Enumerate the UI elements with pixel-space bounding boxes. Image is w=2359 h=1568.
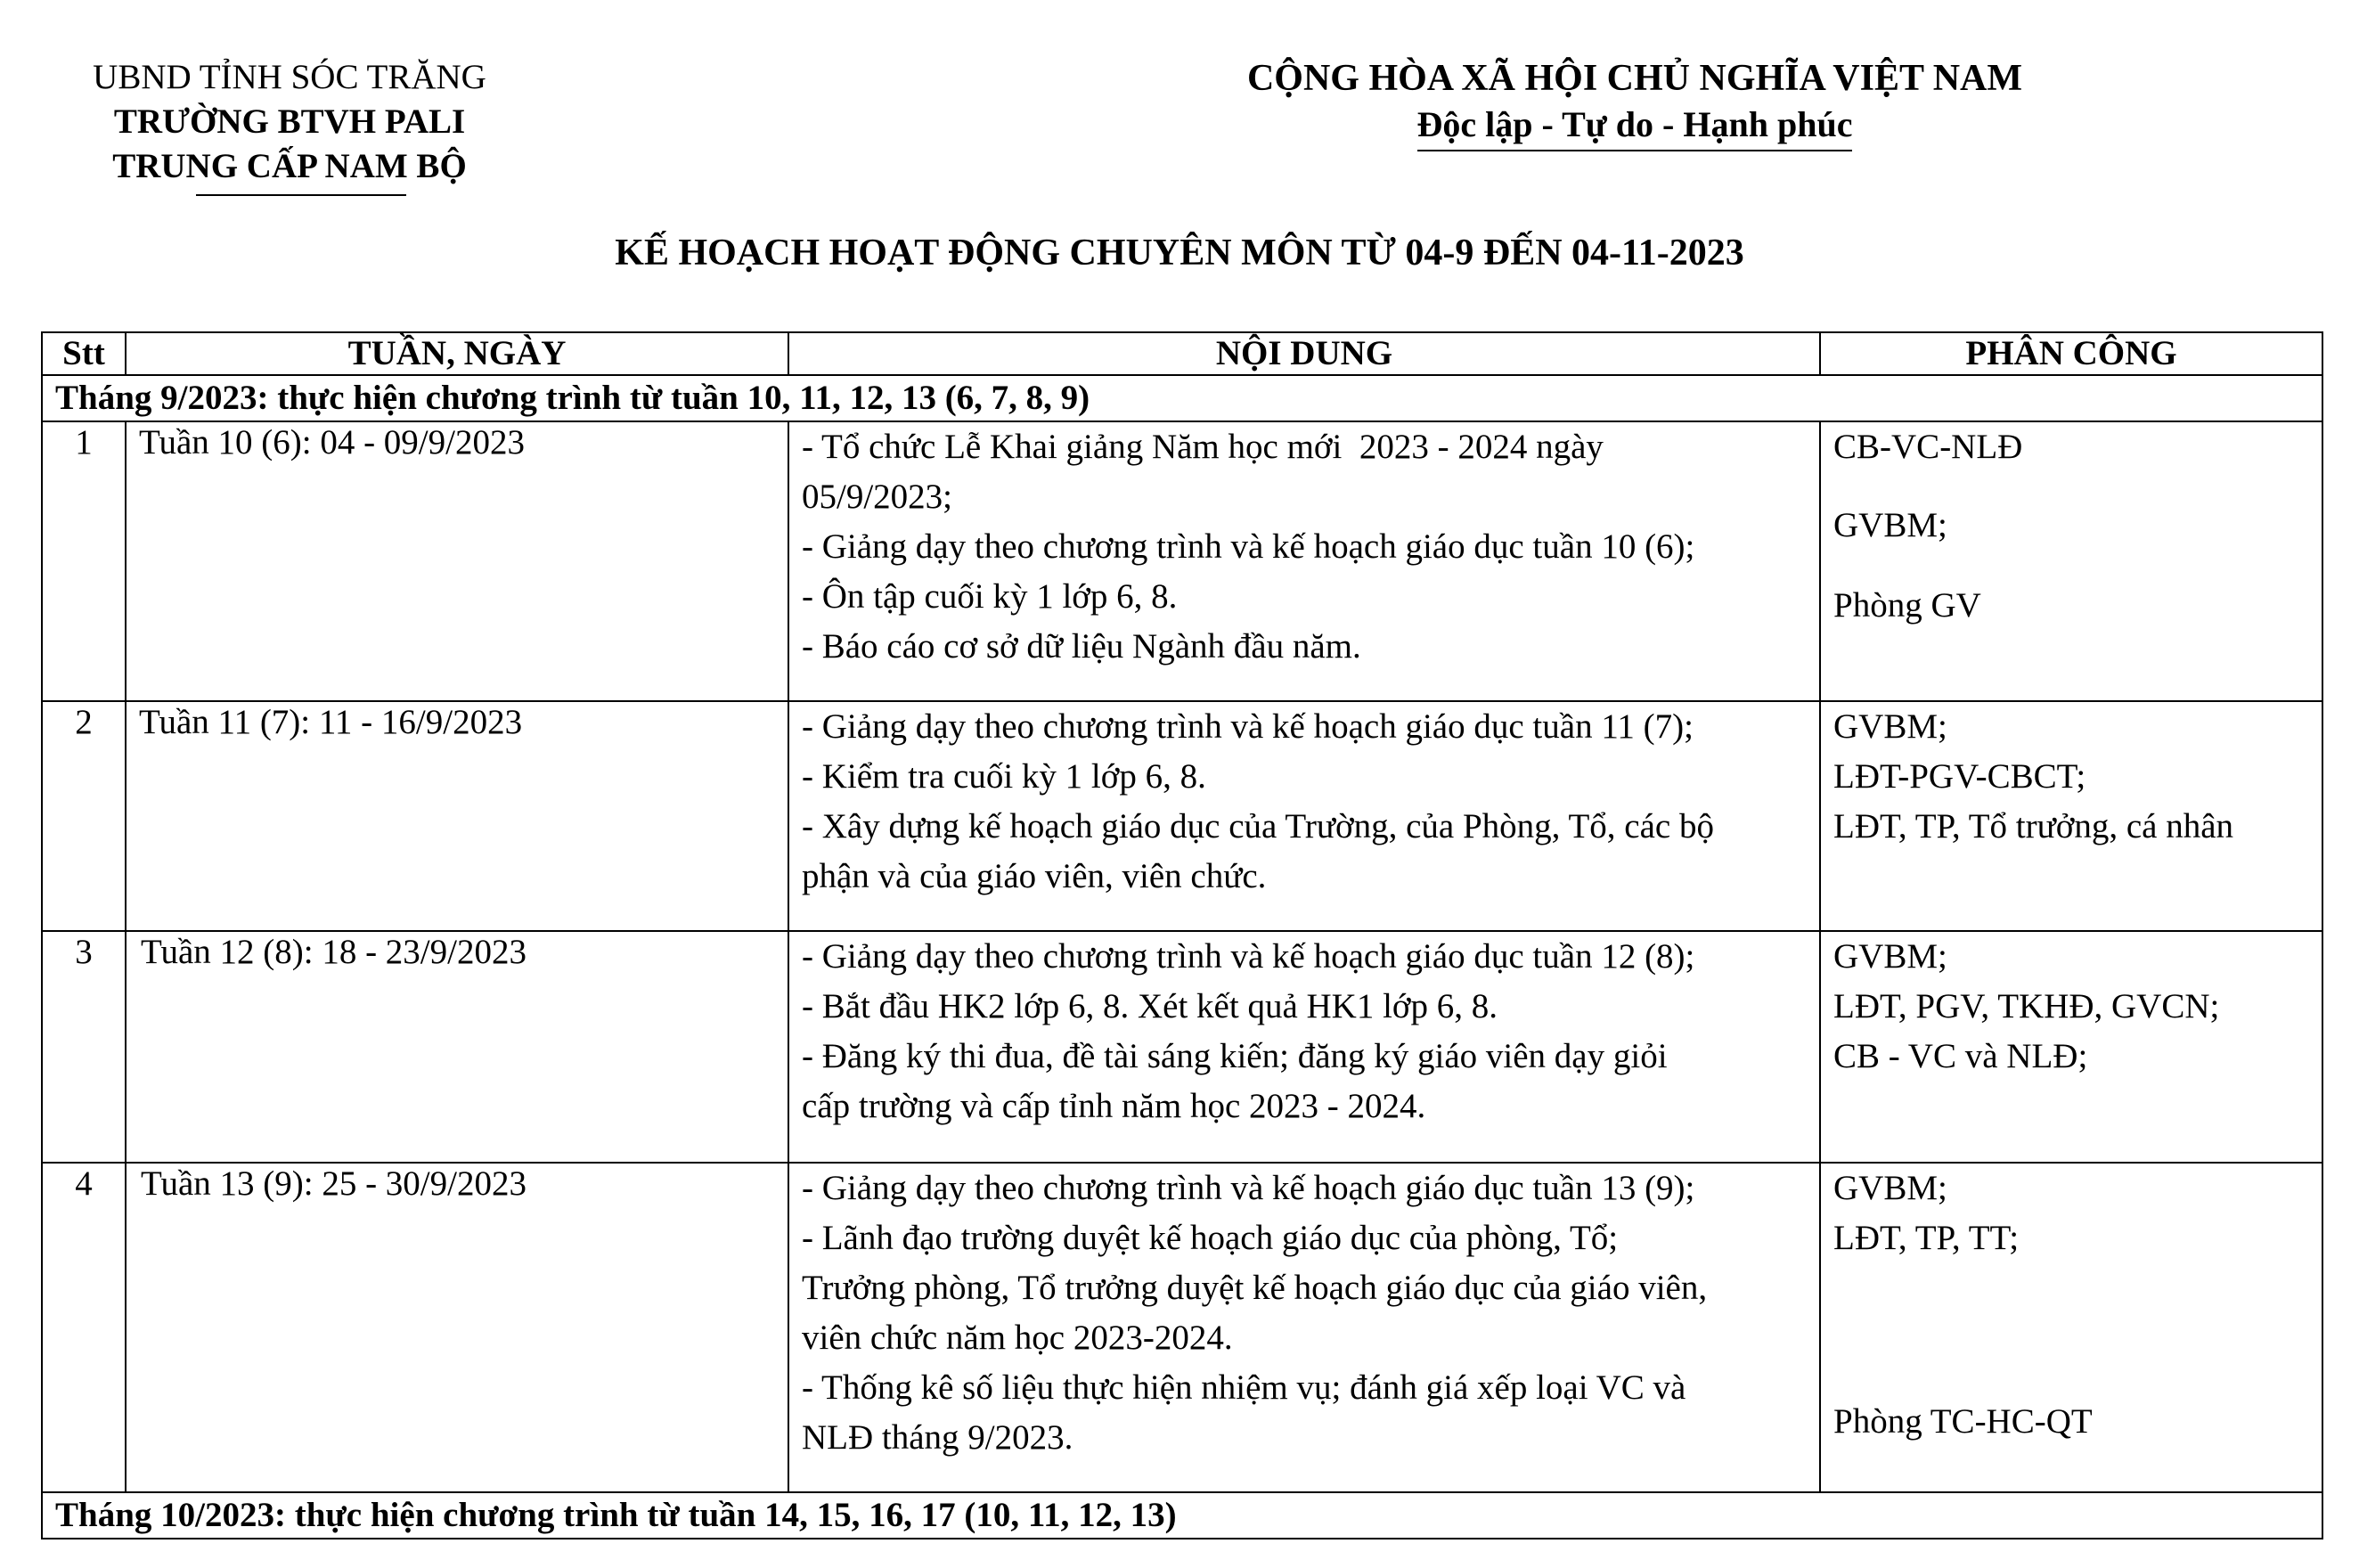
content-line: - Tổ chức Lễ Khai giảng Năm học mới 2023 - 2024 ngày <box>802 428 1604 466</box>
table-row <box>42 701 2322 931</box>
content-line: phận và của giáo viên, viên chức. <box>802 857 1267 895</box>
row-content <box>788 701 1820 931</box>
national-motto: Độc lập - Tự do - Hạnh phúc <box>1417 102 1853 151</box>
assign-line: LĐT, PGV, TKHĐ, GVCN; <box>1833 987 2220 1025</box>
assign-line: LĐT-PGV-CBCT; <box>1833 757 2086 796</box>
assign-line: CB - VC và NLĐ; <box>1833 1037 2088 1075</box>
assign-line: GVBM; <box>1833 1169 1947 1207</box>
row-content <box>788 1163 1820 1492</box>
content-line: - Thống kê số liệu thực hiện nhiệm vụ; đánh giá xếp loại VC và <box>802 1368 1686 1407</box>
table-header-row <box>42 332 2322 375</box>
row-assign <box>1820 1163 2322 1492</box>
content-line: cấp trường và cấp tỉnh năm học 2023 - 2024. <box>802 1087 1426 1125</box>
row-content <box>788 931 1820 1163</box>
col-header-assign: PHÂN CÔNG <box>1820 332 2322 375</box>
row-week: Tuần 10 (6): 04 - 09/9/2023 <box>126 421 788 701</box>
content-line: NLĐ tháng 9/2023. <box>802 1418 1073 1457</box>
plan-table <box>41 331 2323 1539</box>
agency-school-line1: TRƯỜNG BTVH PALI <box>113 102 466 141</box>
row-stt: 3 <box>42 931 126 1163</box>
assign-line: GVBM; <box>1833 506 1947 544</box>
assign-line: Phòng GV <box>1833 586 1981 625</box>
month-label: Tháng 9/2023: thực hiện chương trình từ tuần 10, 11, 12, 13 (6, 7, 8, 9) <box>42 375 2322 421</box>
table-row <box>42 1163 2322 1492</box>
col-header-stt: Stt <box>42 332 126 375</box>
assign-line: LĐT, TP, TT; <box>1833 1219 2020 1257</box>
row-week: Tuần 12 (8): 18 - 23/9/2023 <box>126 931 788 1163</box>
content-line: - Ôn tập cuối kỳ 1 lớp 6, 8. <box>802 577 1178 616</box>
row-stt: 2 <box>42 701 126 931</box>
content-line: - Giảng dạy theo chương trình và kế hoạch giáo dục tuần 11 (7); <box>802 707 1694 746</box>
row-assign <box>1820 421 2322 701</box>
agency-school-line2: TRUNG CẤP NAM BỘ <box>112 147 467 185</box>
col-header-content: NỘI DUNG <box>788 332 1820 375</box>
document-title: KẾ HOẠCH HOẠT ĐỘNG CHUYÊN MÔN TỪ 04-9 ĐẾN 04-11-2023 <box>615 233 1744 274</box>
assign-line: GVBM; <box>1833 937 1947 976</box>
assign-line: LĐT, TP, Tổ trưởng, cá nhân <box>1833 807 2234 845</box>
assign-line: Phòng TC-HC-QT <box>1833 1402 2093 1441</box>
content-line: - Kiểm tra cuối kỳ 1 lớp 6, 8. <box>802 757 1206 796</box>
content-line: - Xây dựng kế hoạch giáo dục của Trường, của Phòng, Tổ, các bộ <box>802 807 1714 845</box>
table-row <box>42 421 2322 701</box>
col-header-week: TUẦN, NGÀY <box>126 332 788 375</box>
month-row-september <box>42 375 2322 421</box>
content-line: 05/9/2023; <box>802 478 953 516</box>
row-week: Tuần 13 (9): 25 - 30/9/2023 <box>126 1163 788 1492</box>
content-line: - Lãnh đạo trường duyệt kế hoạch giáo dục của phòng, Tổ; <box>802 1219 1619 1257</box>
content-line: viên chức năm học 2023-2024. <box>802 1319 1233 1357</box>
agency-underline <box>196 194 406 196</box>
content-line: Trưởng phòng, Tổ trưởng duyệt kế hoạch giáo dục của giáo viên, <box>802 1269 1708 1307</box>
content-line: - Giảng dạy theo chương trình và kế hoạch giáo dục tuần 12 (8); <box>802 937 1695 976</box>
row-stt: 4 <box>42 1163 126 1492</box>
content-line: - Báo cáo cơ sở dữ liệu Ngành đầu năm. <box>802 627 1361 666</box>
assign-line: CB-VC-NLĐ <box>1833 428 2023 466</box>
content-line: - Đăng ký thi đua, đề tài sáng kiến; đăng ký giáo viên dạy giỏi <box>802 1037 1668 1075</box>
issuing-agency-block <box>53 55 526 189</box>
assign-line: GVBM; <box>1833 707 1947 746</box>
table-row <box>42 931 2322 1163</box>
row-stt: 1 <box>42 421 126 701</box>
row-week: Tuần 11 (7): 11 - 16/9/2023 <box>126 701 788 931</box>
agency-parent: UBND TỈNH SÓC TRĂNG <box>93 58 486 96</box>
row-assign <box>1820 931 2322 1163</box>
content-line: - Giảng dạy theo chương trình và kế hoạch giáo dục tuần 10 (6); <box>802 527 1695 566</box>
content-line: - Bắt đầu HK2 lớp 6, 8. Xét kết quả HK1 lớp 6, 8. <box>802 987 1498 1025</box>
content-line: - Giảng dạy theo chương trình và kế hoạch giáo dục tuần 13 (9); <box>802 1169 1695 1207</box>
month-label: Tháng 10/2023: thực hiện chương trình từ tuần 14, 15, 16, 17 (10, 11, 12, 13) <box>42 1492 2322 1539</box>
row-assign <box>1820 701 2322 931</box>
row-content <box>788 421 1820 701</box>
month-row-october <box>42 1492 2322 1539</box>
national-name: CỘNG HÒA XÃ HỘI CHỦ NGHĨA VIỆT NAM <box>1246 58 2023 99</box>
national-heading-block <box>1212 55 2058 151</box>
